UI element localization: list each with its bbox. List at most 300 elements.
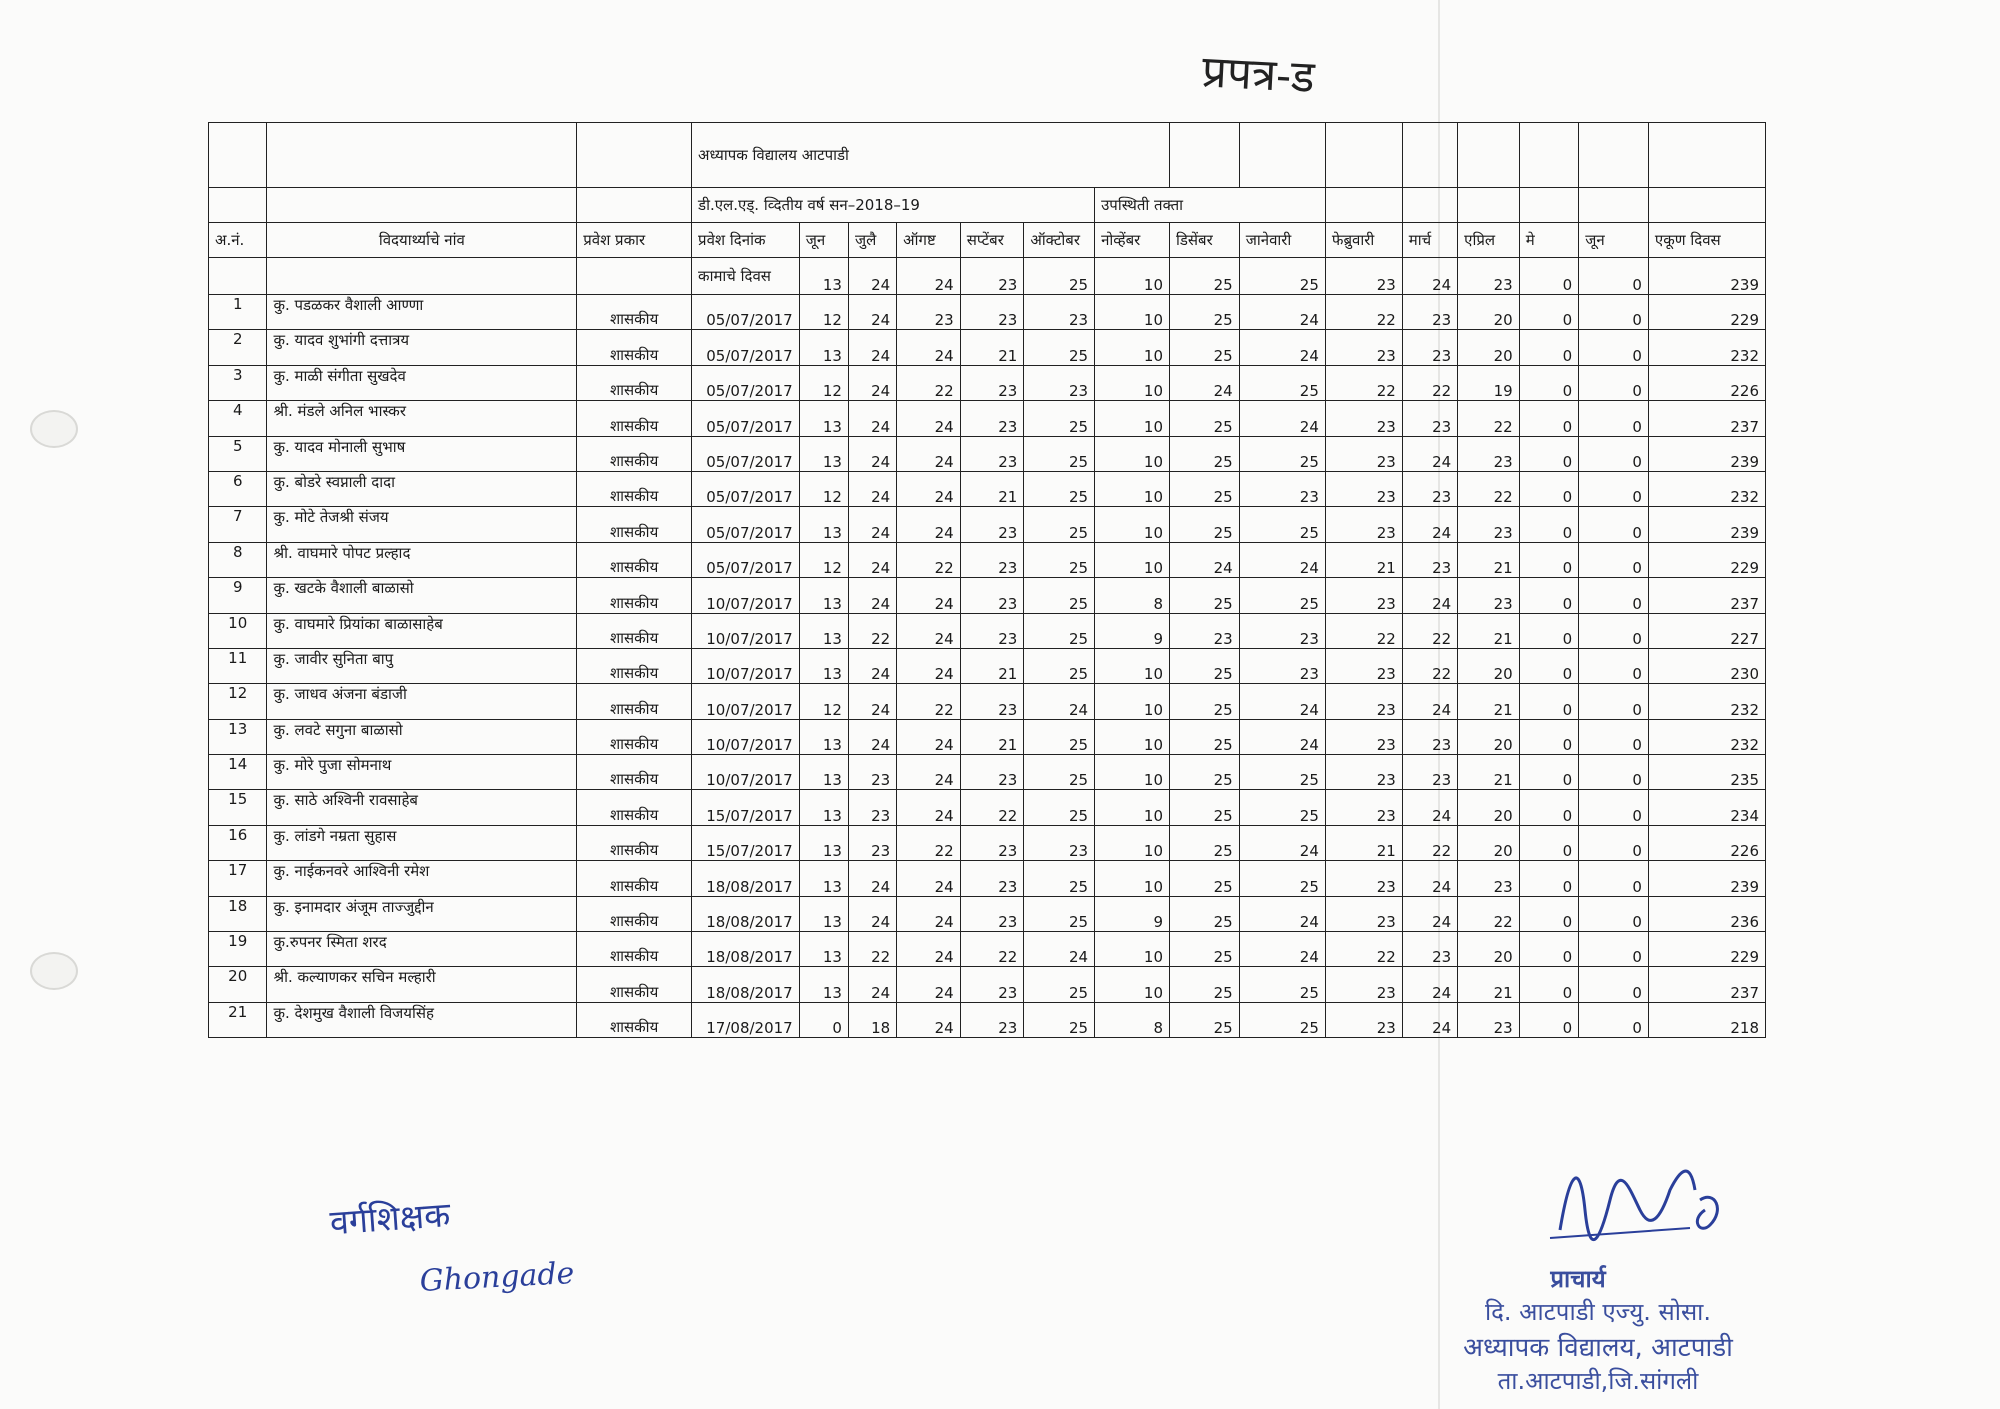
- row-month-days: 0: [1579, 436, 1649, 471]
- table-row: [209, 967, 1766, 1002]
- row-month-days: 23: [960, 1002, 1024, 1037]
- row-month-days: 24: [1239, 896, 1325, 931]
- header-month: जुलै: [848, 223, 896, 258]
- row-month-days: 21: [1325, 825, 1402, 860]
- row-month-days: 10: [1095, 507, 1170, 542]
- row-month-days: 24: [897, 896, 961, 931]
- row-month-days: 23: [1239, 471, 1325, 506]
- row-month-days: 24: [1402, 578, 1457, 613]
- row-month-days: 23: [1024, 825, 1095, 860]
- header-total: एकूण दिवस: [1648, 223, 1765, 258]
- class-teacher-signature: वर्गशिक्षक: [328, 1195, 452, 1244]
- row-month-days: 23: [960, 507, 1024, 542]
- row-month-days: 25: [1170, 648, 1240, 683]
- sheet-subtitle: उपस्थिती तक्ता: [1095, 188, 1326, 223]
- row-admission-type: शासकीय: [577, 932, 692, 967]
- row-month-days: 0: [1579, 896, 1649, 931]
- row-month-days: 23: [848, 790, 896, 825]
- table-row: [209, 719, 1766, 754]
- working-days-value: 0: [1519, 258, 1578, 295]
- row-month-days: 25: [1239, 861, 1325, 896]
- row-month-days: 24: [1239, 330, 1325, 365]
- row-month-days: 13: [799, 648, 848, 683]
- row-total-days: 229: [1648, 295, 1765, 330]
- blank-cell: [267, 258, 577, 295]
- row-month-days: 0: [1579, 295, 1649, 330]
- row-month-days: 20: [1458, 932, 1520, 967]
- row-admission-type: शासकीय: [577, 896, 692, 931]
- page-title: अध्यापक विद्यालय आटपाडी: [692, 123, 1170, 188]
- row-month-days: 23: [848, 825, 896, 860]
- row-month-days: 23: [1024, 365, 1095, 400]
- row-student-name: कु. साठे अश्विनी रावसाहेब: [267, 790, 577, 825]
- row-sno: 4: [209, 401, 267, 436]
- row-month-days: 24: [897, 507, 961, 542]
- row-month-days: 24: [897, 1002, 961, 1037]
- row-admission-date: 05/07/2017: [692, 471, 800, 506]
- row-month-days: 0: [1579, 861, 1649, 896]
- row-month-days: 22: [1402, 648, 1457, 683]
- row-month-days: 0: [1519, 719, 1578, 754]
- header-month: सप्टेंबर: [960, 223, 1024, 258]
- header-admission-type: प्रवेश प्रकार: [577, 223, 692, 258]
- row-month-days: 25: [1170, 825, 1240, 860]
- row-month-days: 24: [1170, 365, 1240, 400]
- row-total-days: 226: [1648, 825, 1765, 860]
- row-month-days: 23: [1402, 755, 1457, 790]
- row-month-days: 10: [1095, 542, 1170, 577]
- row-total-days: 232: [1648, 684, 1765, 719]
- row-month-days: 21: [960, 471, 1024, 506]
- row-month-days: 25: [1239, 967, 1325, 1002]
- row-month-days: 13: [799, 755, 848, 790]
- row-month-days: 20: [1458, 825, 1520, 860]
- row-month-days: 10: [1095, 365, 1170, 400]
- course-subtitle: डी.एल.एड्. व्दितीय वर्ष सन–2018–19: [692, 188, 1095, 223]
- table-row: [209, 825, 1766, 860]
- row-month-days: 23: [960, 295, 1024, 330]
- table-row: [209, 401, 1766, 436]
- principal-title: प्राचार्य: [1550, 1265, 1606, 1293]
- row-month-days: 25: [1024, 507, 1095, 542]
- row-sno: 9: [209, 578, 267, 613]
- row-month-days: 0: [1519, 542, 1578, 577]
- row-month-days: 25: [1024, 578, 1095, 613]
- header-month: ऑक्टोबर: [1024, 223, 1095, 258]
- working-days-value: 0: [1579, 258, 1649, 295]
- row-month-days: 22: [1325, 365, 1402, 400]
- row-month-days: 12: [799, 684, 848, 719]
- table-row: [209, 932, 1766, 967]
- row-month-days: 21: [1325, 542, 1402, 577]
- row-month-days: 23: [1024, 295, 1095, 330]
- row-admission-type: शासकीय: [577, 471, 692, 506]
- row-month-days: 0: [1519, 365, 1578, 400]
- row-month-days: 24: [848, 507, 896, 542]
- stamp-line-2: अध्यापक विद्यालय, आटपाडी: [1463, 1333, 1733, 1363]
- header-month: मार्च: [1402, 223, 1457, 258]
- row-admission-type: शासकीय: [577, 684, 692, 719]
- row-admission-type: शासकीय: [577, 1002, 692, 1037]
- row-month-days: 21: [1458, 755, 1520, 790]
- row-month-days: 25: [1239, 365, 1325, 400]
- row-admission-date: 10/07/2017: [692, 578, 800, 613]
- row-student-name: कु. नाईकनवरे आश्विनी रमेश: [267, 861, 577, 896]
- row-month-days: 25: [1170, 507, 1240, 542]
- row-student-name: श्री. कल्याणकर सचिन मल्हारी: [267, 967, 577, 1002]
- row-month-days: 25: [1239, 436, 1325, 471]
- punch-hole-top: [30, 410, 78, 448]
- row-month-days: 24: [848, 542, 896, 577]
- row-month-days: 25: [1024, 401, 1095, 436]
- row-month-days: 13: [799, 790, 848, 825]
- row-sno: 6: [209, 471, 267, 506]
- row-month-days: 24: [1402, 1002, 1457, 1037]
- row-month-days: 23: [960, 861, 1024, 896]
- row-month-days: 22: [1458, 401, 1520, 436]
- header-month: जानेवारी: [1239, 223, 1325, 258]
- row-admission-date: 05/07/2017: [692, 401, 800, 436]
- working-days-value: 25: [1024, 258, 1095, 295]
- table-row: [209, 1002, 1766, 1037]
- row-month-days: 23: [1325, 684, 1402, 719]
- row-admission-date: 05/07/2017: [692, 542, 800, 577]
- blank-cell: [209, 258, 267, 295]
- row-month-days: 23: [848, 755, 896, 790]
- row-month-days: 13: [799, 825, 848, 860]
- stamp-line-3: ता.आटपाडी,जि.सांगली: [1497, 1367, 1699, 1395]
- blank-cell: [577, 258, 692, 295]
- row-month-days: 24: [848, 365, 896, 400]
- class-teacher-name: Ghongade: [418, 1255, 576, 1300]
- table-row: [209, 613, 1766, 648]
- row-total-days: 237: [1648, 967, 1765, 1002]
- row-admission-type: शासकीय: [577, 542, 692, 577]
- row-month-days: 0: [1519, 471, 1578, 506]
- row-month-days: 23: [1402, 932, 1457, 967]
- table-row: [209, 578, 1766, 613]
- row-month-days: 23: [960, 542, 1024, 577]
- row-month-days: 20: [1458, 790, 1520, 825]
- row-total-days: 239: [1648, 861, 1765, 896]
- row-month-days: 23: [1325, 507, 1402, 542]
- row-student-name: कु. यादव मोनाली सुभाष: [267, 436, 577, 471]
- row-month-days: 8: [1095, 1002, 1170, 1037]
- row-month-days: 24: [1239, 684, 1325, 719]
- row-sno: 14: [209, 755, 267, 790]
- row-month-days: 25: [1239, 507, 1325, 542]
- row-month-days: 0: [1579, 790, 1649, 825]
- row-student-name: कु.रुपनर स्मिता शरद: [267, 932, 577, 967]
- blank-cell: [1325, 123, 1402, 188]
- row-month-days: 23: [1402, 719, 1457, 754]
- row-month-days: 23: [1239, 613, 1325, 648]
- blank-cell: [577, 123, 692, 188]
- row-student-name: कु. माळी संगीता सुखदेव: [267, 365, 577, 400]
- row-admission-type: शासकीय: [577, 330, 692, 365]
- row-month-days: 23: [1170, 613, 1240, 648]
- row-month-days: 22: [848, 932, 896, 967]
- row-student-name: कु. लवटे सगुना बाळासो: [267, 719, 577, 754]
- row-admission-date: 05/07/2017: [692, 365, 800, 400]
- row-month-days: 13: [799, 932, 848, 967]
- row-month-days: 22: [1325, 932, 1402, 967]
- row-month-days: 25: [1024, 471, 1095, 506]
- row-month-days: 23: [1458, 507, 1520, 542]
- row-month-days: 24: [897, 648, 961, 683]
- blank-cell: [1458, 188, 1520, 223]
- row-sno: 8: [209, 542, 267, 577]
- row-month-days: 0: [1519, 613, 1578, 648]
- row-month-days: 18: [848, 1002, 896, 1037]
- blank-cell: [1519, 123, 1578, 188]
- row-month-days: 10: [1095, 967, 1170, 1002]
- row-month-days: 0: [1579, 365, 1649, 400]
- header-admission-date: प्रवेश दिनांक: [692, 223, 800, 258]
- blank-cell: [1579, 123, 1649, 188]
- row-month-days: 23: [960, 755, 1024, 790]
- row-month-days: 10: [1095, 648, 1170, 683]
- blank-cell: [209, 188, 267, 223]
- row-month-days: 25: [1239, 1002, 1325, 1037]
- row-month-days: 9: [1095, 896, 1170, 931]
- row-month-days: 12: [799, 295, 848, 330]
- row-admission-date: 10/07/2017: [692, 755, 800, 790]
- row-month-days: 25: [1170, 790, 1240, 825]
- row-admission-type: शासकीय: [577, 365, 692, 400]
- form-tag: प्रपत्र-ड: [1200, 46, 1316, 104]
- row-month-days: 23: [1325, 790, 1402, 825]
- table-row: [209, 896, 1766, 931]
- row-month-days: 0: [1519, 755, 1578, 790]
- row-month-days: 25: [1170, 578, 1240, 613]
- row-total-days: 237: [1648, 401, 1765, 436]
- table-row: [209, 790, 1766, 825]
- row-month-days: 23: [1325, 436, 1402, 471]
- row-month-days: 13: [799, 401, 848, 436]
- row-admission-type: शासकीय: [577, 613, 692, 648]
- working-days-value: 25: [1170, 258, 1240, 295]
- row-month-days: 23: [1325, 330, 1402, 365]
- row-month-days: 24: [897, 401, 961, 436]
- row-month-days: 24: [848, 401, 896, 436]
- row-month-days: 22: [897, 684, 961, 719]
- blank-cell: [1325, 188, 1402, 223]
- row-total-days: 235: [1648, 755, 1765, 790]
- row-month-days: 24: [897, 932, 961, 967]
- row-month-days: 23: [1325, 1002, 1402, 1037]
- row-admission-date: 05/07/2017: [692, 330, 800, 365]
- row-month-days: 25: [1239, 790, 1325, 825]
- header-month: डिसेंबर: [1170, 223, 1240, 258]
- table-row: [209, 648, 1766, 683]
- row-month-days: 23: [1402, 542, 1457, 577]
- row-month-days: 23: [1402, 330, 1457, 365]
- row-month-days: 24: [848, 684, 896, 719]
- row-month-days: 23: [1239, 648, 1325, 683]
- row-month-days: 25: [1024, 330, 1095, 365]
- row-sno: 11: [209, 648, 267, 683]
- row-admission-date: 05/07/2017: [692, 436, 800, 471]
- row-month-days: 22: [960, 790, 1024, 825]
- row-month-days: 23: [1325, 648, 1402, 683]
- row-total-days: 239: [1648, 507, 1765, 542]
- row-month-days: 0: [1519, 401, 1578, 436]
- row-month-days: 23: [960, 436, 1024, 471]
- row-month-days: 0: [1579, 684, 1649, 719]
- blank-cell: [1402, 123, 1457, 188]
- principal-signature: [1540, 1150, 1740, 1260]
- row-admission-type: शासकीय: [577, 578, 692, 613]
- working-days-label: कामाचे दिवस: [692, 258, 800, 295]
- row-month-days: 23: [1458, 436, 1520, 471]
- row-month-days: 10: [1095, 436, 1170, 471]
- row-month-days: 23: [960, 401, 1024, 436]
- row-month-days: 24: [897, 578, 961, 613]
- row-admission-type: शासकीय: [577, 790, 692, 825]
- row-month-days: 25: [1024, 719, 1095, 754]
- attendance-table: [208, 122, 1766, 1038]
- row-month-days: 13: [799, 896, 848, 931]
- row-month-days: 24: [848, 648, 896, 683]
- row-admission-date: 18/08/2017: [692, 861, 800, 896]
- working-days-value: 23: [1325, 258, 1402, 295]
- row-month-days: 25: [1024, 1002, 1095, 1037]
- row-month-days: 0: [1579, 825, 1649, 860]
- row-month-days: 0: [1579, 613, 1649, 648]
- row-month-days: 25: [1170, 896, 1240, 931]
- row-admission-date: 18/08/2017: [692, 932, 800, 967]
- row-month-days: 25: [1170, 861, 1240, 896]
- row-month-days: 25: [1024, 861, 1095, 896]
- row-month-days: 23: [1458, 578, 1520, 613]
- row-month-days: 24: [1024, 684, 1095, 719]
- row-total-days: 229: [1648, 932, 1765, 967]
- row-month-days: 10: [1095, 755, 1170, 790]
- row-month-days: 23: [960, 365, 1024, 400]
- row-month-days: 21: [1458, 967, 1520, 1002]
- row-admission-type: शासकीय: [577, 861, 692, 896]
- working-days-total: 239: [1648, 258, 1765, 295]
- row-sno: 17: [209, 861, 267, 896]
- header-sno: अ.नं.: [209, 223, 267, 258]
- row-total-days: 234: [1648, 790, 1765, 825]
- row-month-days: 23: [960, 578, 1024, 613]
- row-month-days: 0: [1519, 896, 1578, 931]
- row-month-days: 24: [897, 436, 961, 471]
- blank-cell: [1402, 188, 1457, 223]
- row-total-days: 239: [1648, 436, 1765, 471]
- principal-stamp: [1418, 1262, 1778, 1397]
- row-month-days: 0: [1519, 578, 1578, 613]
- row-month-days: 21: [960, 719, 1024, 754]
- row-month-days: 25: [1170, 295, 1240, 330]
- row-month-days: 24: [848, 295, 896, 330]
- working-days-value: 25: [1239, 258, 1325, 295]
- blank-cell: [1648, 188, 1765, 223]
- row-sno: 13: [209, 719, 267, 754]
- punch-hole-bottom: [30, 952, 78, 990]
- row-total-days: 237: [1648, 578, 1765, 613]
- row-total-days: 230: [1648, 648, 1765, 683]
- row-total-days: 232: [1648, 719, 1765, 754]
- row-month-days: 24: [1239, 932, 1325, 967]
- row-month-days: 24: [897, 471, 961, 506]
- row-month-days: 0: [1519, 436, 1578, 471]
- blank-cell: [577, 188, 692, 223]
- table-row: [209, 295, 1766, 330]
- row-month-days: 13: [799, 613, 848, 648]
- row-admission-type: शासकीय: [577, 648, 692, 683]
- row-month-days: 0: [1579, 401, 1649, 436]
- row-sno: 10: [209, 613, 267, 648]
- row-month-days: 23: [1325, 896, 1402, 931]
- row-month-days: 24: [1024, 932, 1095, 967]
- row-sno: 7: [209, 507, 267, 542]
- row-student-name: कु. देशमुख वैशाली विजयसिंह: [267, 1002, 577, 1037]
- row-month-days: 23: [1325, 719, 1402, 754]
- row-month-days: 24: [1402, 507, 1457, 542]
- row-month-days: 22: [1402, 365, 1457, 400]
- row-admission-type: शासकीय: [577, 401, 692, 436]
- row-month-days: 24: [848, 471, 896, 506]
- working-days-value: 13: [799, 258, 848, 295]
- row-month-days: 24: [1239, 401, 1325, 436]
- row-admission-date: 10/07/2017: [692, 684, 800, 719]
- row-month-days: 0: [1579, 719, 1649, 754]
- row-student-name: कु. पडळकर वैशाली आण्णा: [267, 295, 577, 330]
- row-month-days: 24: [848, 330, 896, 365]
- row-month-days: 0: [1519, 825, 1578, 860]
- row-month-days: 23: [1325, 578, 1402, 613]
- row-month-days: 0: [1579, 578, 1649, 613]
- row-total-days: 227: [1648, 613, 1765, 648]
- row-month-days: 25: [1024, 613, 1095, 648]
- row-sno: 21: [209, 1002, 267, 1037]
- row-month-days: 0: [1519, 295, 1578, 330]
- row-month-days: 20: [1458, 330, 1520, 365]
- row-month-days: 22: [1402, 613, 1457, 648]
- row-month-days: 22: [1325, 613, 1402, 648]
- blank-cell: [1239, 123, 1325, 188]
- row-month-days: 23: [960, 684, 1024, 719]
- row-month-days: 13: [799, 330, 848, 365]
- row-month-days: 0: [1519, 790, 1578, 825]
- row-total-days: 218: [1648, 1002, 1765, 1037]
- row-month-days: 0: [1519, 932, 1578, 967]
- row-month-days: 23: [1402, 471, 1457, 506]
- row-admission-date: 15/07/2017: [692, 825, 800, 860]
- row-student-name: कु. खटके वैशाली बाळासो: [267, 578, 577, 613]
- header-month: मे: [1519, 223, 1578, 258]
- row-month-days: 0: [799, 1002, 848, 1037]
- row-month-days: 0: [1579, 1002, 1649, 1037]
- row-month-days: 25: [1239, 755, 1325, 790]
- row-admission-date: 15/07/2017: [692, 790, 800, 825]
- row-month-days: 21: [1458, 542, 1520, 577]
- row-month-days: 25: [1024, 648, 1095, 683]
- row-admission-date: 05/07/2017: [692, 507, 800, 542]
- row-month-days: 24: [897, 613, 961, 648]
- row-month-days: 21: [960, 648, 1024, 683]
- table-row: [209, 861, 1766, 896]
- row-month-days: 8: [1095, 578, 1170, 613]
- row-month-days: 23: [1402, 295, 1457, 330]
- row-month-days: 10: [1095, 684, 1170, 719]
- row-month-days: 24: [897, 719, 961, 754]
- row-sno: 19: [209, 932, 267, 967]
- row-month-days: 25: [1170, 1002, 1240, 1037]
